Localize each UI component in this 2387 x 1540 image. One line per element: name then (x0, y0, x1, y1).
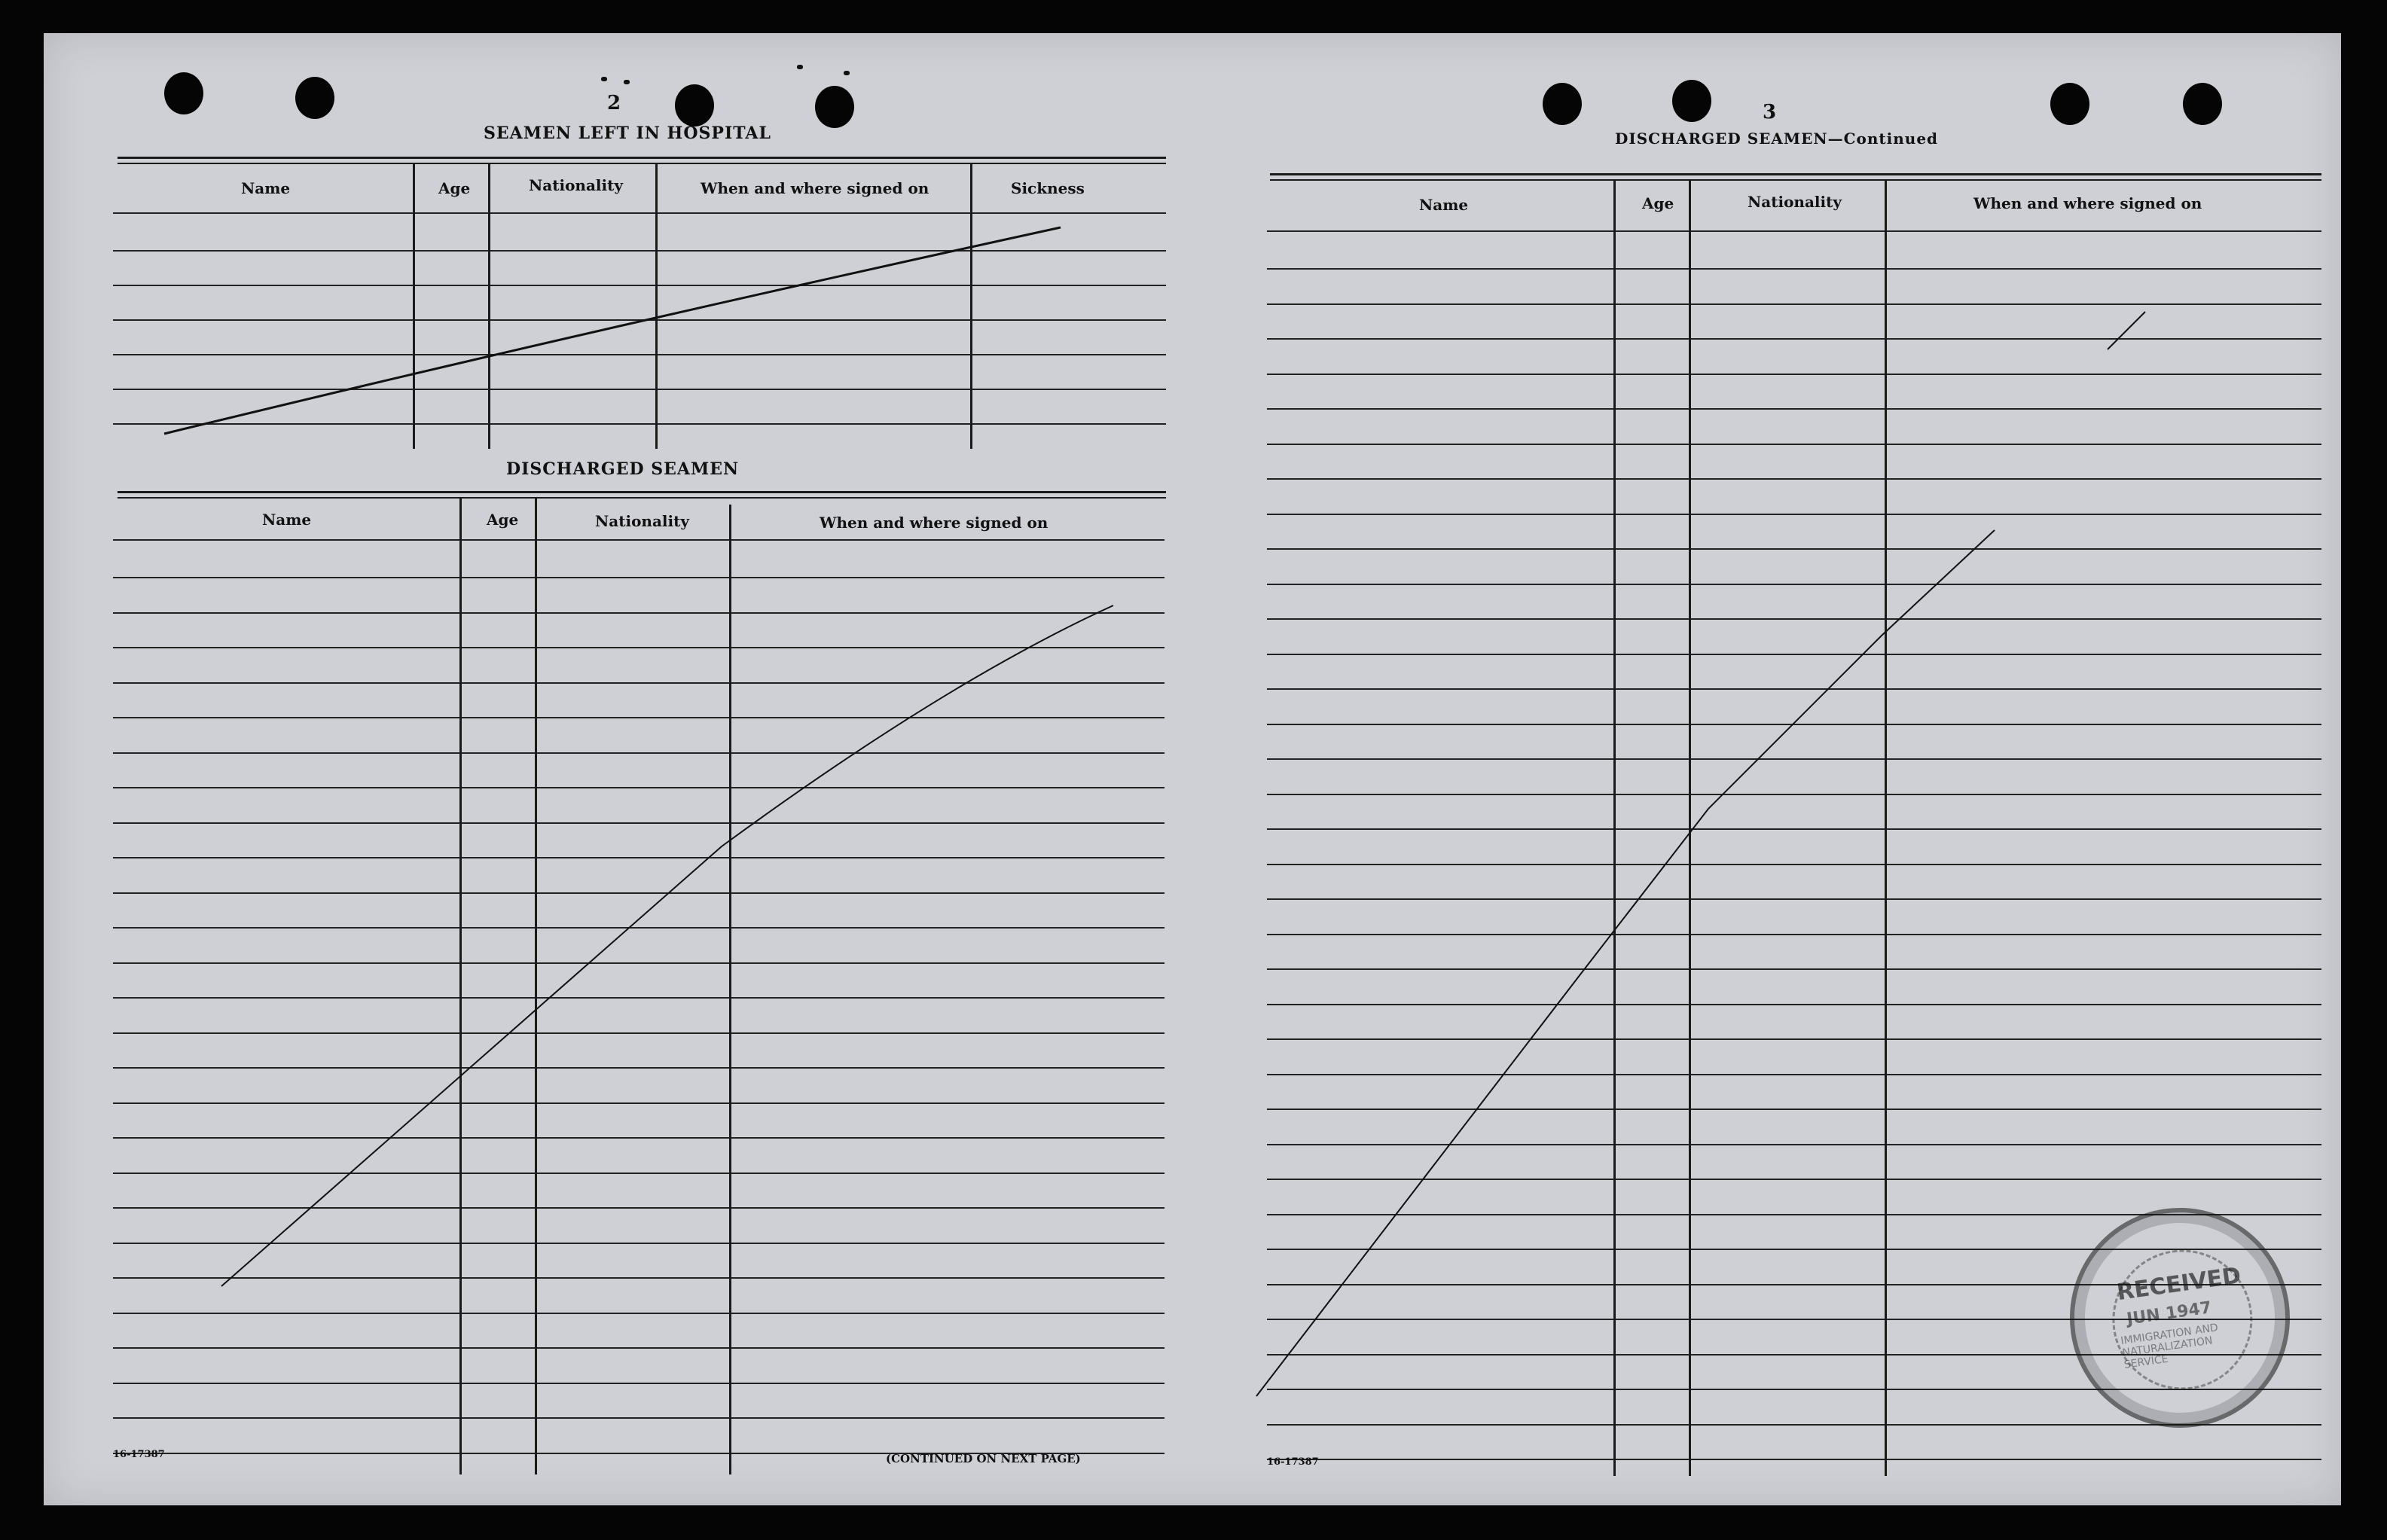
stamp-agency-text: IMMIGRATION AND NATURALIZATION SERVICE (2120, 1322, 2219, 1371)
hospital-section-title: SEAMEN LEFT IN HOSPITAL (484, 124, 771, 143)
stamp-received-text: RECEIVED (2115, 1262, 2243, 1307)
page-number: 3 (1763, 101, 1777, 124)
hospital-col-nationality: Nationality (529, 176, 623, 194)
continued-col-age: Age (1642, 194, 1674, 212)
stamp-date-text: JUN 1947 (2125, 1298, 2213, 1329)
discharged-cancel-line (221, 605, 1113, 1286)
cancellation-lines (44, 33, 2341, 1505)
continued-col-signed-on: When and where signed on (1973, 194, 2202, 212)
continued-cancel-line (1256, 312, 2145, 1396)
discharged-col-age: Age (487, 511, 519, 529)
continued-col-nationality: Nationality (1748, 193, 1842, 211)
hospital-col-name: Name (241, 179, 291, 197)
discharged-col-nationality: Nationality (595, 512, 689, 530)
hospital-cancel-line (164, 227, 1061, 434)
discharged-continued-title: DISCHARGED SEAMEN—Continued (1615, 130, 1939, 148)
hospital-col-signed-on: When and where signed on (701, 179, 929, 197)
page-number: 2 (607, 92, 621, 114)
discharged-col-signed-on: When and where signed on (820, 514, 1049, 532)
hospital-col-sickness: Sickness (1011, 179, 1085, 197)
discharged-section-title: DISCHARGED SEAMEN (506, 459, 740, 479)
form-number: 16-17387 (1267, 1456, 1319, 1468)
document-sheet (44, 33, 2341, 1505)
discharged-col-name: Name (262, 511, 312, 529)
continued-note: (CONTINUED ON NEXT PAGE) (886, 1452, 1081, 1465)
hospital-col-age: Age (438, 179, 471, 197)
continued-col-name: Name (1419, 196, 1469, 214)
form-number: 16-17387 (113, 1449, 165, 1460)
